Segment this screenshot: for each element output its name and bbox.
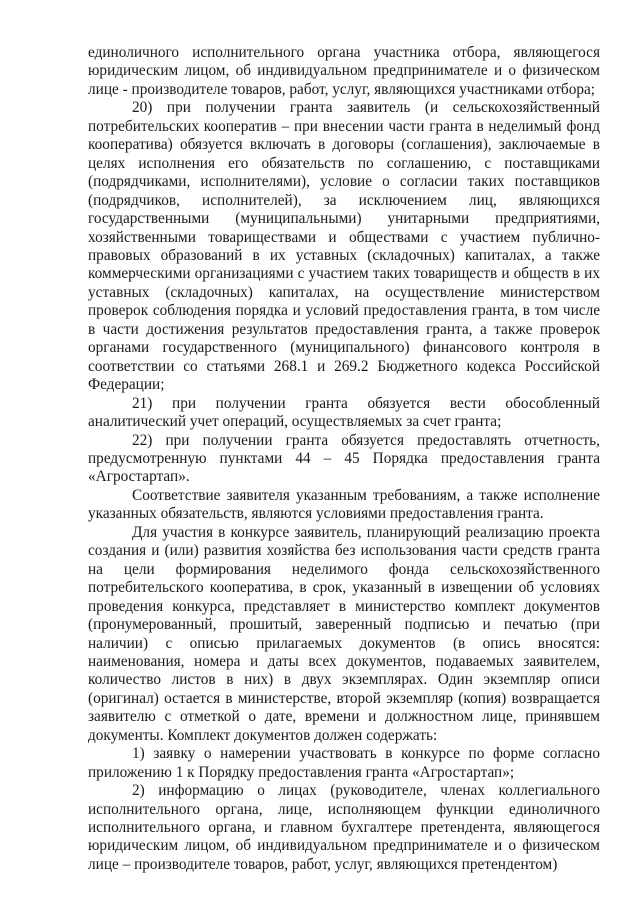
paragraph: 21) при получении гранта обязуется вести обособленный аналитический учет операций, осуществляемых за счет гранта; [88, 394, 600, 431]
paragraph: единоличного исполнительного органа участника отбора, являющегося юридическим лицом, об индивидуальном предпринимателе и о физическом лице - производителе товаров, работ, услуг, являющихся участниками отбора; [88, 44, 600, 98]
paragraph: 1) заявку о намерении участвовать в конкурсе по форме согласно приложению 1 к Порядку предоставления гранта «Агростартап»; [88, 745, 600, 781]
paragraph: 22) при получении гранта обязуется предоставлять отчетность, предусмотренную пунктами 44 – 45 Порядка предоставления гранта «Агростартап». [88, 431, 600, 486]
paragraph: 20) при получении гранта заявитель (и сельскохозяйственный потребительских кооператив – при внесении части гранта в неделимый фонд кооператива) обязуется включать в договоры (соглашения), заключаемые в целях исполнения его обязательств по соглашению, с поставщиками (подрядчиками, исполнителями), условие о согласии таких поставщиков (подрядчиков, исполнителей), за исключением лиц, являющихся государственными (муниципальными) унитарными предприятиями, хозяйственными товариществами и обществами с участием публично-правовых образований в их уставных (складочных) капиталах, а также коммерческими организациями с участием таких товариществ и обществ в их уставных (складочных) капиталах, на осуществление министерством проверок соблюдения порядка и условий предоставления гранта, в том числе в части достижения результатов предоставления гранта, а также проверок органами государственного (муниципального) финансового контроля в соответствии со статьями 268.1 и 269.2 Бюджетного кодекса Российской Федерации; [88, 99, 600, 394]
paragraph: Для участия в конкурсе заявитель, планирующий реализацию проекта создания и (или) развития хозяйства без использования части средств гранта на цели формирования неделимого фонда сельскохозяйственного потребительского кооператива, в срок, указанный в извещении об условиях проведения конкурса, представляет в министерство комплект документов (пронумерованный, прошитый, заверенный подписью и печатью (при наличии) с описью прилагаемых документов (в опись вносятся: наименования, номера и даты всех документов, подаваемых заявителем, количество листов в них) в двух экземплярах. Один экземпляр описи (оригинал) остается в министерстве, второй экземпляр (копия) возвращается заявителю с отметкой о дате, времени и должностном лице, принявшем документы. Комплект документов должен содержать: [88, 523, 600, 744]
paragraph: Соответствие заявителя указанным требованиям, а также исполнение указанных обязательств, являются условиями предоставления гранта. [88, 486, 600, 523]
paragraph: 2) информацию о лицах (руководителе, членах коллегиального исполнительного органа, лице, исполняющем функции единоличного исполнительного органа, и главном бухгалтере претендента, являющегося юридическим лицом, об индивидуальном предпринимателе и о физическом лице – производителе товаров, работ, услуг, являющихся претендентом) [88, 782, 600, 873]
